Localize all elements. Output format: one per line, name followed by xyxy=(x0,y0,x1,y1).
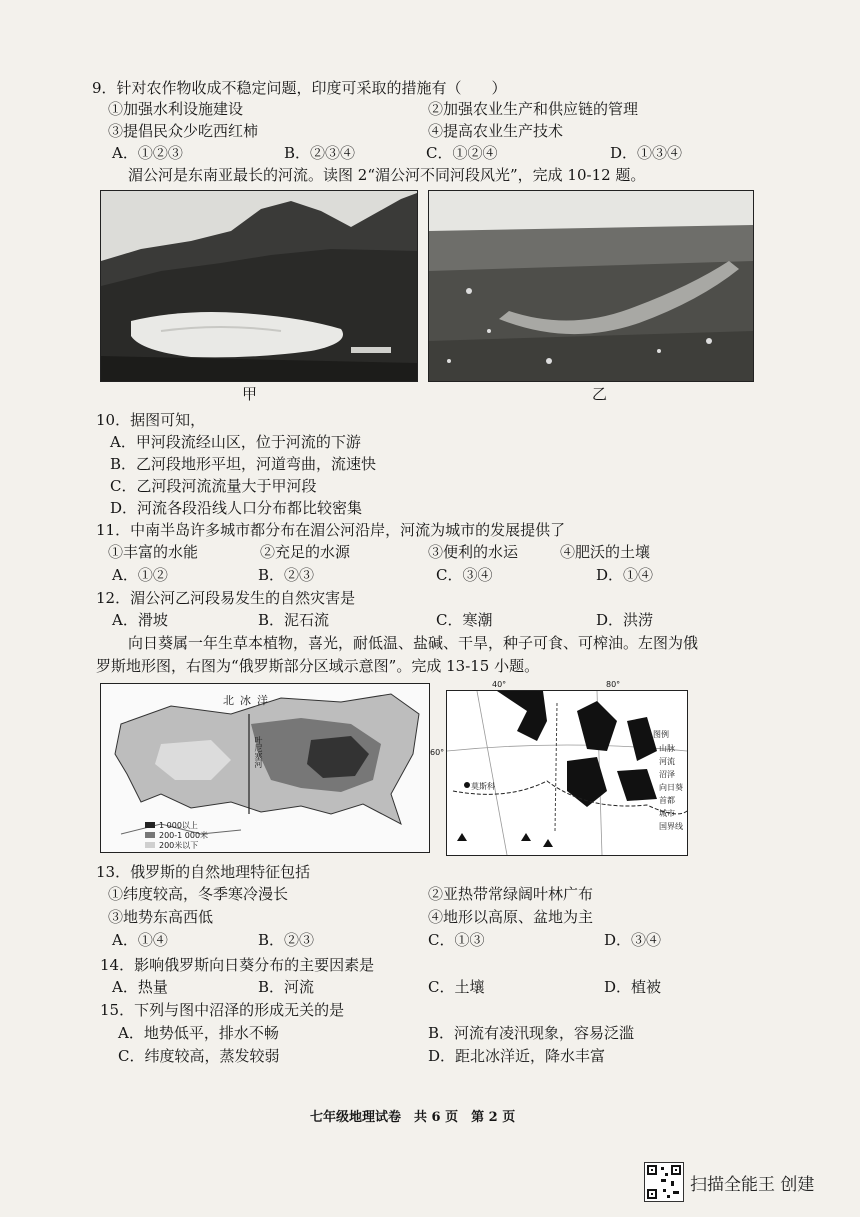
q9-option-a: A．①②③ xyxy=(112,144,183,162)
q11-statement-3: ③便利的水运 xyxy=(428,543,519,561)
q15-option-d: D．距北冰洋近，降水丰富 xyxy=(428,1047,606,1065)
q9-option-c: C．①②④ xyxy=(426,144,498,162)
q11-statement-1: ①丰富的水能 xyxy=(108,543,199,561)
photo-yi xyxy=(428,190,754,382)
legend-capital: 首都 xyxy=(659,796,675,805)
q11-option-d: D．①④ xyxy=(596,566,654,584)
legend-terrain-mid: 200-1 000米 xyxy=(159,831,209,840)
intro-mekong: 湄公河是东南亚最长的河流。读图 2“湄公河不同河段风光”，完成 10-12 题。 xyxy=(128,166,646,184)
photo-jia xyxy=(100,190,418,382)
q13-statement-4: ④地形以高原、盆地为主 xyxy=(428,908,594,926)
q10-option-d: D．河流各段沿线人口分布都比较密集 xyxy=(110,499,363,517)
q9-stem: 9．针对农作物收成不稳定问题，印度可采取的措施有（ ） xyxy=(92,79,507,97)
q13-statement-3: ③地势东高西低 xyxy=(108,908,214,926)
label-lon-40: 40° xyxy=(492,680,507,689)
intro-sunflower-2: 罗斯地形图，右图为“俄罗斯部分区域示意图”。完成 13-15 小题。 xyxy=(96,657,540,675)
legend-swamp: 沼泽 xyxy=(659,770,675,779)
scanner-watermark: 扫描全能王 创建 xyxy=(690,1175,815,1195)
q9-statement-2: ②加强农业生产和供应链的管理 xyxy=(428,100,639,118)
q13-option-c: C．①③ xyxy=(428,931,485,949)
q15-option-a: A．地势低平，排水不畅 xyxy=(118,1024,279,1042)
q12-option-b: B．泥石流 xyxy=(258,611,330,629)
q14-option-a: A．热量 xyxy=(112,978,168,996)
q12-option-a: A．滑坡 xyxy=(112,611,168,629)
q11-option-b: B．②③ xyxy=(258,566,315,584)
q13-option-d: D．③④ xyxy=(604,931,662,949)
legend-terrain-high: 1 000以上 xyxy=(159,821,198,830)
russia-terrain-map xyxy=(100,683,430,853)
q10-option-b: B．乙河段地形平坦，河道弯曲，流速快 xyxy=(110,455,377,473)
page-footer: 七年级地理试卷 共 6 页 第 2 页 xyxy=(310,1110,516,1125)
q14-option-d: D．植被 xyxy=(604,978,662,996)
russia-region-map xyxy=(446,690,688,856)
q9-option-b: B．②③④ xyxy=(284,144,356,162)
q14-stem: 14．影响俄罗斯向日葵分布的主要因素是 xyxy=(100,956,375,974)
q11-statement-4: ④肥沃的土壤 xyxy=(560,543,651,561)
q13-statement-2: ②亚热带常绿阔叶林广布 xyxy=(428,885,594,903)
q15-stem: 15．下列与图中沼泽的形成无关的是 xyxy=(100,1001,345,1019)
q15-option-b: B．河流有凌汛现象，容易泛滥 xyxy=(428,1024,635,1042)
label-arctic-ocean: 北冰洋 xyxy=(223,694,274,707)
q15-option-c: C．纬度较高，蒸发较弱 xyxy=(118,1047,280,1065)
q13-statement-1: ①纬度较高，冬季寒冷漫长 xyxy=(108,885,289,903)
legend-sunflower: 向日葵 xyxy=(659,783,683,792)
q12-stem: 12．湄公河乙河段易发生的自然灾害是 xyxy=(96,589,356,607)
q9-statement-3: ③提倡民众少吃西红柿 xyxy=(108,122,259,140)
q11-stem: 11．中南半岛许多城市都分布在湄公河沿岸，河流为城市的发展提供了 xyxy=(96,521,566,539)
q13-stem: 13．俄罗斯的自然地理特征包括 xyxy=(96,863,311,881)
q11-option-a: A．①② xyxy=(112,566,168,584)
label-moscow: 莫斯科 xyxy=(471,782,495,791)
q13-option-a: A．①④ xyxy=(112,931,168,949)
q10-option-c: C．乙河段河流流量大于甲河段 xyxy=(110,477,317,495)
label-lat-60: 60° xyxy=(430,748,445,757)
q12-option-c: C．寒潮 xyxy=(436,611,493,629)
legend-terrain-low: 200米以下 xyxy=(159,841,199,850)
legend-river: 河流 xyxy=(659,757,675,766)
qr-code-icon xyxy=(644,1162,684,1202)
legend-border: 国界线 xyxy=(659,822,683,831)
q9-option-d: D．①③④ xyxy=(610,144,683,162)
q13-option-b: B．②③ xyxy=(258,931,315,949)
q10-stem: 10．据图可知， xyxy=(96,411,206,429)
legend-mountain: 山脉 xyxy=(659,744,675,753)
intro-sunflower-1: 向日葵属一年生草本植物，喜光，耐低温、盐碱、干旱，种子可食、可榨油。左图为俄 xyxy=(128,634,699,652)
label-lon-80: 80° xyxy=(606,680,621,689)
label-yenisei-river: 叶尼塞河 xyxy=(254,736,263,768)
q9-statement-1: ①加强水利设施建设 xyxy=(108,100,244,118)
q14-option-c: C．土壤 xyxy=(428,978,485,996)
photo-yi-label: 乙 xyxy=(592,385,608,403)
q11-statement-2: ②充足的水源 xyxy=(260,543,351,561)
photo-jia-label: 甲 xyxy=(242,385,258,403)
q9-statement-4: ④提高农业生产技术 xyxy=(428,122,564,140)
q14-option-b: B．河流 xyxy=(258,978,315,996)
legend-city: 城市 xyxy=(659,809,675,818)
q11-option-c: C．③④ xyxy=(436,566,493,584)
legend-title: 图例 xyxy=(653,730,669,739)
q12-option-d: D．洪涝 xyxy=(596,611,654,629)
q10-option-a: A．甲河段流经山区，位于河流的下游 xyxy=(110,433,361,451)
